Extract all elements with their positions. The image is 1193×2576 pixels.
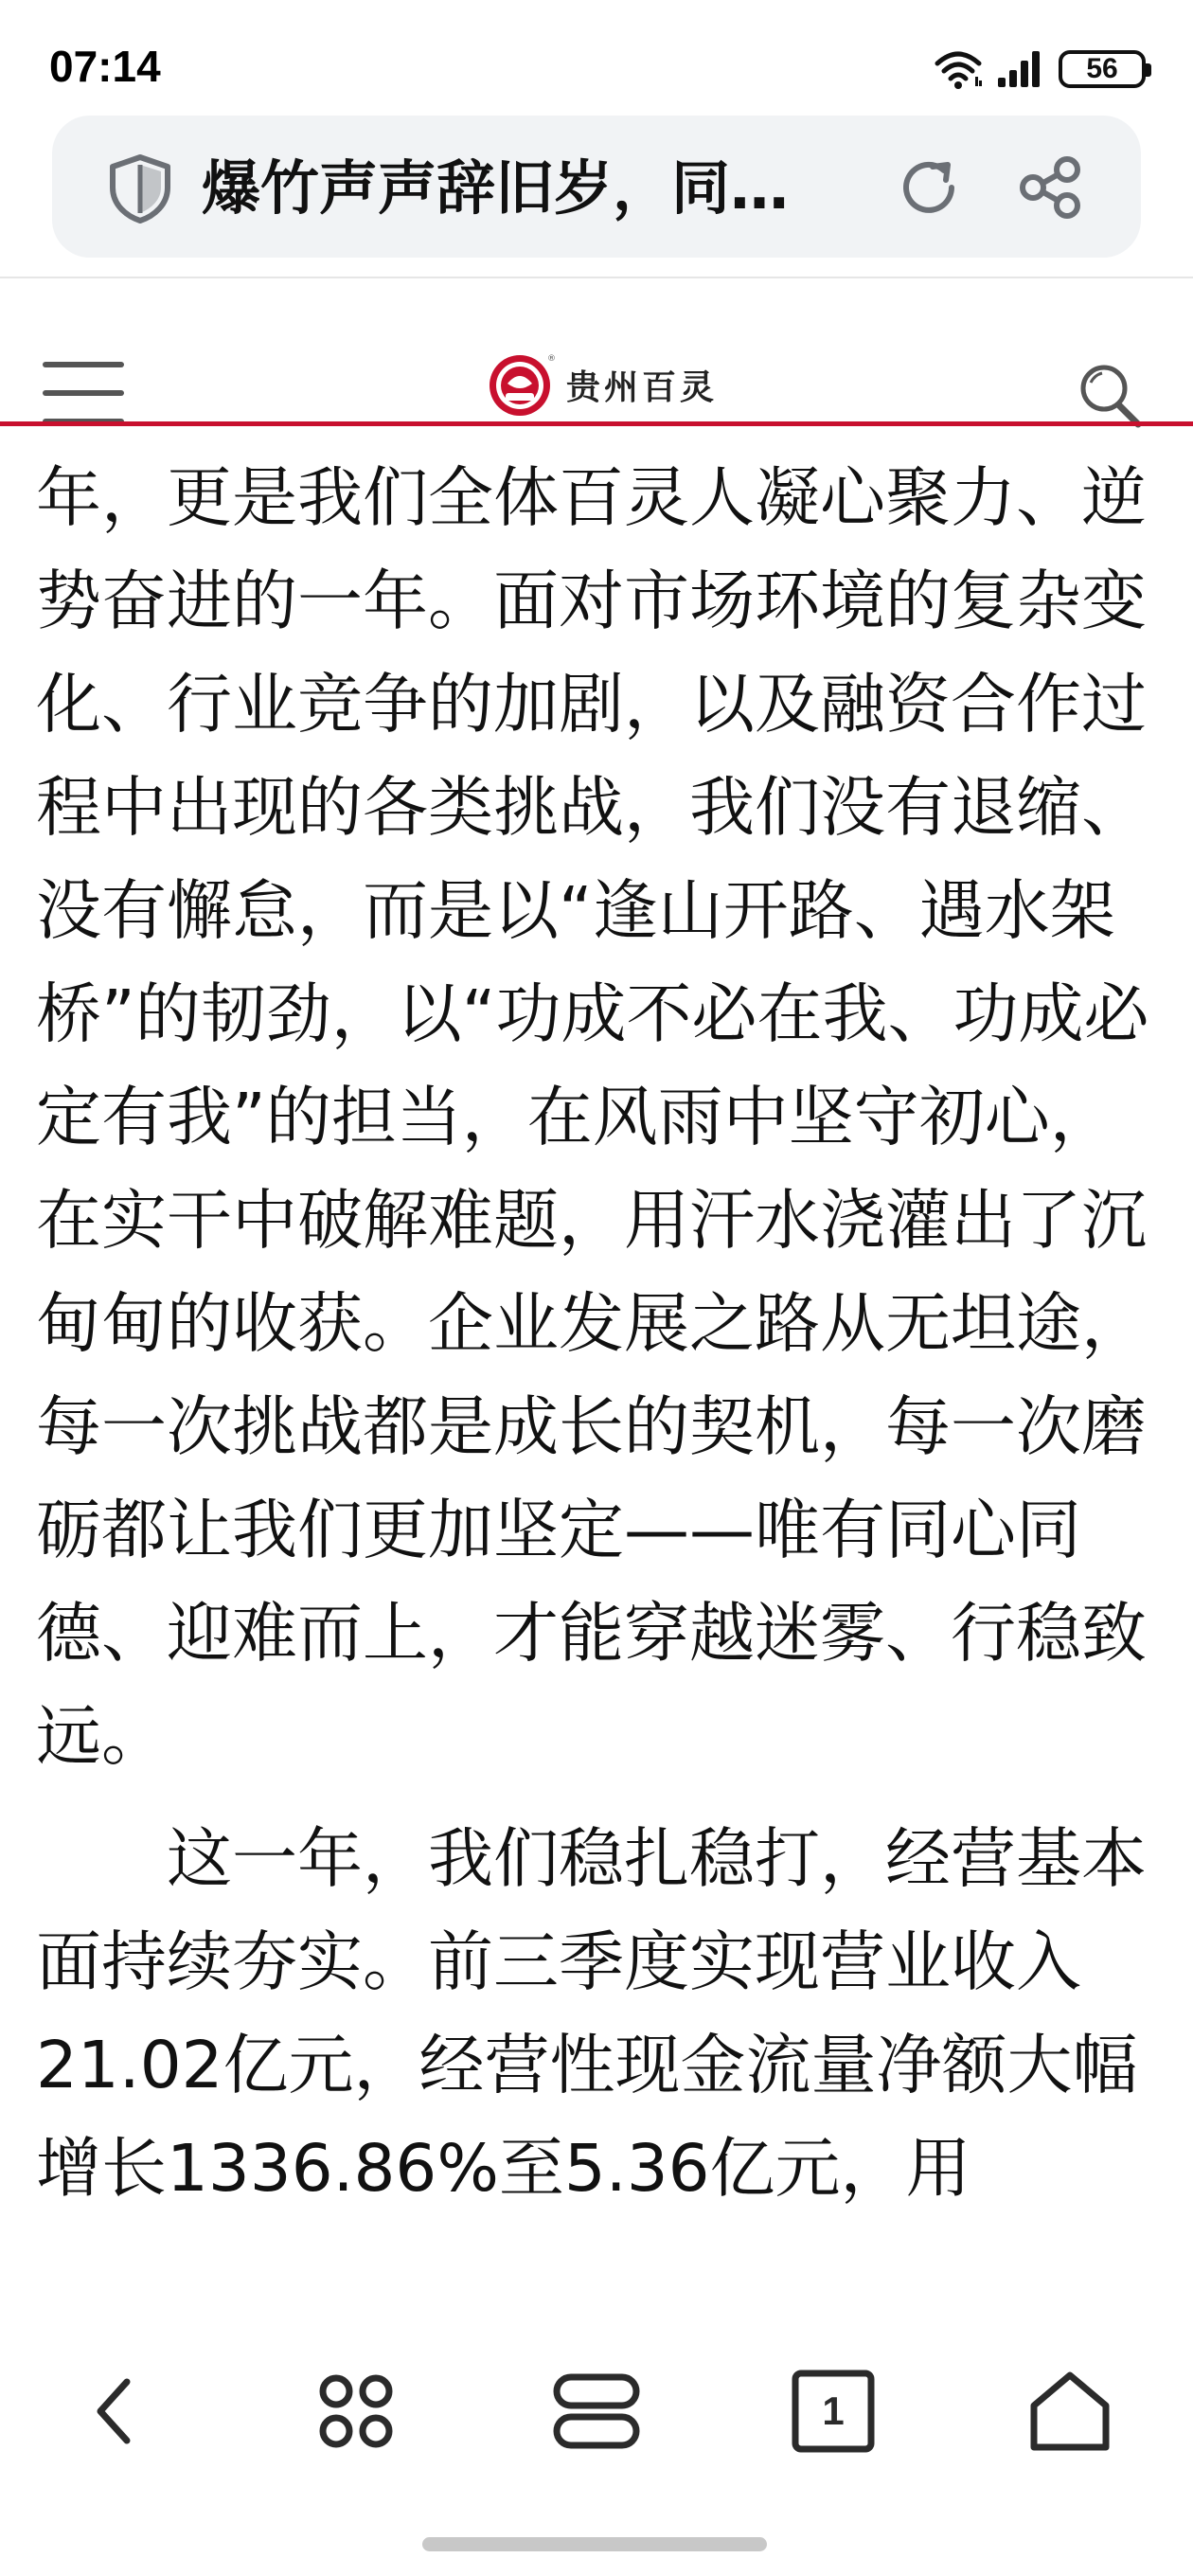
tab-count: 1 — [822, 2388, 845, 2433]
logo-mark-icon — [487, 351, 556, 418]
site-logo[interactable] — [487, 347, 718, 422]
svg-text:®: ® — [547, 354, 556, 364]
shield-icon[interactable] — [107, 153, 173, 224]
logo-text: 贵州百灵 — [566, 367, 719, 407]
article-paragraph: 这一年，我们稳扎稳打，经营基本面持续夯实。前三季度实现营业收入21.02亿元，经营性现金流量净额大幅增长1336.86%至5.36亿元，用 — [36, 1821, 1147, 2207]
home-icon — [1024, 2366, 1115, 2457]
article-paragraph: 年，更是我们全体百灵人凝心聚力、逆势奋进的一年。面对市场环境的复杂变化、行业竞争的加剧，以及融资合作过程中出现的各类挑战，我们没有退缩、没有懈怠，而是以“逢山开路、遇水架桥”的韧劲，以“功成不必在我、功成必定有我”的担当，在风雨中坚守初心，在实干中破解难题，用汗水浇灌出了沉甸甸的收获。企业发展之路从无坦途，每一次挑战都是成长的契机，每一次磨砺都让我们更加坚定——唯有同心同德、迎难而上，才能穿越迷雾、行稳致远。 — [36, 460, 1149, 1775]
battery-icon — [1059, 50, 1146, 88]
tab-list-icon — [551, 2371, 642, 2451]
tabs-button[interactable] — [776, 2354, 890, 2468]
status-icons — [934, 45, 1146, 93]
share-icon[interactable] — [1012, 150, 1088, 225]
address-bar[interactable] — [52, 116, 1141, 258]
reload-icon[interactable] — [891, 150, 967, 225]
page-title[interactable]: 爆竹声声辞旧岁，同… — [202, 153, 790, 223]
apps-button[interactable] — [299, 2354, 413, 2468]
battery-level: 56 — [1086, 53, 1118, 84]
apps-icon — [313, 2369, 399, 2454]
wifi-icon — [934, 48, 983, 90]
home-indicator[interactable] — [422, 2537, 767, 2551]
bottom-nav — [0, 2301, 1193, 2576]
back-icon — [78, 2369, 153, 2454]
signal-icon — [996, 49, 1045, 89]
back-button[interactable] — [59, 2354, 172, 2468]
menu-icon[interactable] — [43, 362, 124, 428]
home-button[interactable] — [1013, 2354, 1127, 2468]
tab-list-button[interactable] — [540, 2354, 653, 2468]
status-bar — [0, 0, 1193, 114]
status-time: 07:14 — [49, 42, 161, 91]
article-body — [36, 426, 1163, 2221]
site-header — [0, 278, 1193, 426]
